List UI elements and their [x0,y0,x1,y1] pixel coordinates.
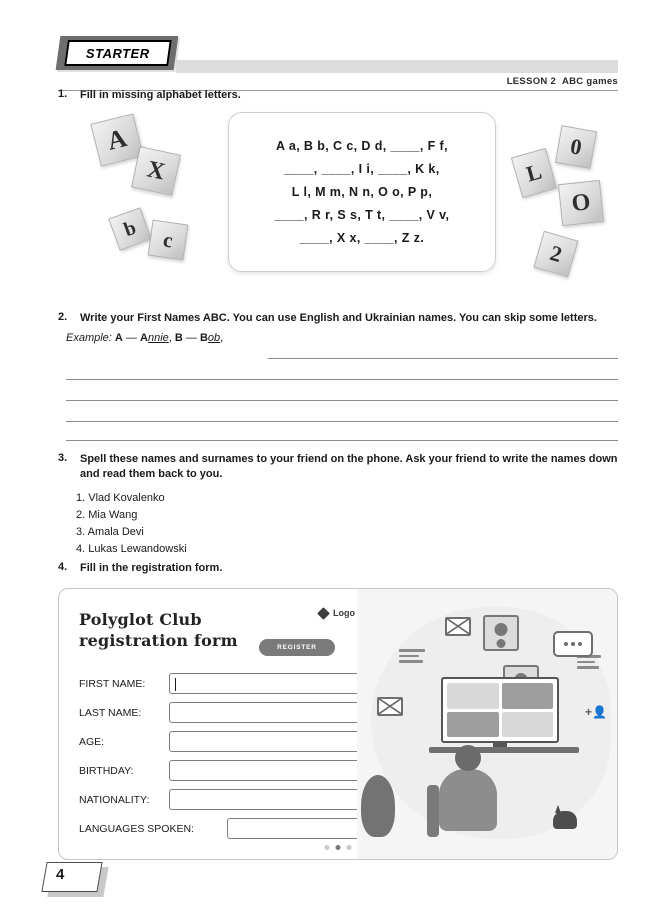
field-label-nationality: NATIONALITY: [79,794,150,806]
chat-bubble-icon [553,631,593,657]
field-row-birthday [79,760,133,782]
first-name-input[interactable] [169,673,374,694]
exercise-4 [58,561,618,576]
footer-tab [41,862,102,892]
lesson-number: LESSON 2 [506,76,557,87]
carousel-dot[interactable] [347,845,352,850]
field-row-languages-spoken [79,818,194,840]
exercise-3 [58,452,618,558]
field-row-last-name [79,702,141,724]
chair [427,785,439,837]
list-item: 2. Mia Wang [76,508,138,521]
carousel-dot[interactable] [325,845,330,850]
letter-tile-two-icon: 2 [533,231,578,277]
field-label-birthday: BIRTHDAY: [79,765,134,777]
video-tile [447,683,499,709]
letter-tile-c-icon: c [148,220,189,261]
exercise-3-prompt: Spell these names and surnames to your friend on the phone. Ask your friend to write the names down and read them back to you. [80,453,618,480]
register-button[interactable]: REGISTER [259,639,335,656]
desk [429,747,579,753]
text-lines-decor-icon [577,655,601,669]
alphabet-card [228,112,496,272]
list-item: 3. Amala Devi [76,525,144,538]
logo-label: Logo [333,608,355,618]
alphabet-line: A a, B b, C c, D d, ____, F f, [276,139,448,153]
header-bar [176,60,618,73]
form-title [79,609,238,651]
exercise-1-number: 1. [58,88,68,100]
form-title-line-1: Polyglot Club [79,610,202,629]
field-label-first-name: FIRST NAME: [79,678,146,690]
lesson-title: ABC games [561,76,618,87]
answer-line[interactable] [66,379,618,380]
page-header [0,26,655,87]
plant-icon [361,775,395,837]
cat-icon [553,811,577,829]
letter-tile-x-icon: X [131,146,181,196]
answer-line[interactable] [66,440,618,441]
person-body [439,769,497,831]
registration-form-card [58,588,618,860]
letter-tile-a-icon: A [90,113,143,166]
text-caret-icon [175,678,176,691]
exercise-2 [58,311,618,344]
exercise-4-number: 4. [58,561,68,573]
last-name-input[interactable] [169,702,374,723]
alphabet-line: ____, X x, ____, Z z. [299,231,425,245]
carousel-dot-active[interactable] [336,845,341,850]
monitor-screen [441,677,559,743]
logo [319,608,355,618]
nationality-input[interactable] [169,789,374,810]
page-number: 4 [56,866,65,883]
alphabet-line: ____, ____, I i, ____, K k, [284,162,440,176]
carousel-dots[interactable] [325,845,352,850]
avatar [483,615,519,651]
video-tile [502,712,554,738]
field-row-first-name [79,673,145,695]
exercise-1 [58,88,618,103]
age-input[interactable] [169,731,374,752]
person-head [455,745,481,771]
exercise-2-example: Example: A — Annie, B — Bob, [66,331,224,344]
answer-line[interactable] [66,400,618,401]
field-row-nationality [79,789,149,811]
list-item: 1. Vlad Kovalenko [76,491,165,504]
form-title-line-2: registration form [79,631,238,651]
starter-tab [64,40,172,66]
field-label-age: AGE: [79,736,105,748]
add-user-icon: +👤 [585,705,607,719]
starter-label: STARTER [86,45,150,61]
video-tile [447,712,499,738]
list-item: 4. Lukas Lewandowski [76,542,187,555]
field-label-last-name: LAST NAME: [79,707,142,719]
lesson-label [507,76,618,87]
alphabet-line: L l, M m, N n, O o, P p, [291,185,433,199]
example-label: Example: [66,331,112,344]
spelling-name-list [76,490,618,558]
envelope-icon [377,697,403,716]
diamond-logo-icon [317,607,330,620]
text-lines-decor-icon [399,649,425,663]
alphabet-line: ____, R r, S s, T t, ____, V v, [274,208,450,222]
video-tile [502,683,554,709]
answer-line[interactable] [268,358,618,359]
exercise-1-prompt: Fill in missing alphabet letters. [80,89,241,101]
field-row-age [79,731,104,753]
letter-tile-b-icon: b [108,207,152,251]
letter-tile-l-icon: L [511,148,557,198]
languages-spoken-input[interactable] [227,818,375,839]
field-label-languages-spoken: LANGUAGES SPOKEN: [79,823,194,835]
video-call-illustration [357,589,617,860]
birthday-input[interactable] [169,760,374,781]
exercise-3-number: 3. [58,452,68,464]
envelope-icon [445,617,471,636]
answer-line[interactable] [66,421,618,422]
letter-tile-o-icon: O [558,180,604,226]
letter-tile-zero-icon: 0 [555,125,597,169]
exercise-2-number: 2. [58,311,68,323]
exercise-2-prompt: Write your First Names ABC. You can use English and Ukrainian names. You can skip some letters. [80,312,597,324]
exercise-4-prompt: Fill in the registration form. [80,562,223,574]
